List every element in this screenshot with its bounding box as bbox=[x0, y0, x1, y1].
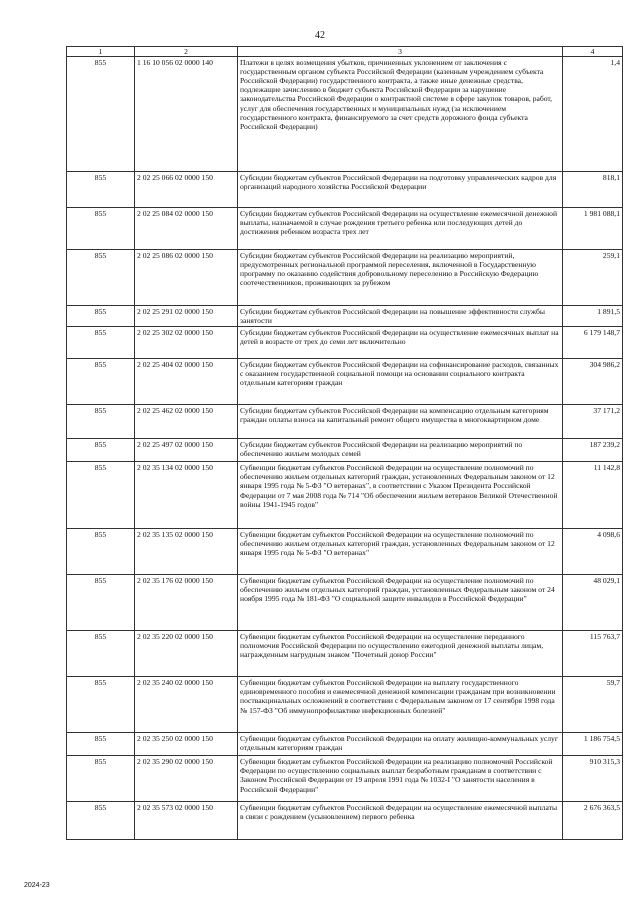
admin-code-cell: 855 bbox=[67, 575, 135, 631]
admin-code-cell: 855 bbox=[67, 733, 135, 756]
amount-cell: 37 171,2 bbox=[563, 405, 623, 439]
amount-cell: 11 142,8 bbox=[563, 462, 623, 529]
document-code: 2024-23 bbox=[24, 882, 50, 889]
income-name-cell: Субвенции бюджетам субъектов Российской Федерации на осуществление переданного полномочия Российской Федерации по осуществлению ежегодной денежной выплаты лицам, награжденным нагрудным знаком "Почетный донор России" bbox=[238, 631, 563, 677]
table-row bbox=[67, 405, 623, 439]
budget-code-cell: 2 02 35 290 02 0000 150 bbox=[135, 756, 238, 802]
admin-code-cell: 855 bbox=[67, 57, 135, 172]
income-name-cell: Субсидии бюджетам субъектов Российской Федерации на реализацию мероприятий, предусмотренных региональной программой переселения, включенной в Государственную программу по оказанию содействия добровольному переселению в Российскую Федерацию соотечественников, проживающих за рубежом bbox=[238, 250, 563, 306]
income-name-cell: Субсидии бюджетам субъектов Российской Федерации на реализацию мероприятий по обеспечению жильем молодых семей bbox=[238, 439, 563, 462]
admin-code-cell: 855 bbox=[67, 208, 135, 250]
amount-cell: 4 098,6 bbox=[563, 529, 623, 575]
admin-code-cell: 855 bbox=[67, 802, 135, 840]
income-name-cell: Субсидии бюджетам субъектов Российской Федерации на осуществление ежемесячной денежной выплаты, назначаемой в случае рождения третьего ребенка или последующих детей до достижения ребенком возраста трех лет bbox=[238, 208, 563, 250]
column-header-2: 2 bbox=[135, 47, 238, 57]
table-header-row bbox=[67, 47, 623, 57]
income-name-cell: Субсидии бюджетам субъектов Российской Федерации на софинансирование расходов, связанных с оказанием государственной социальной помощи на основании социального контракта отдельным категориям граждан bbox=[238, 359, 563, 405]
admin-code-cell: 855 bbox=[67, 327, 135, 359]
amount-cell: 910 315,3 bbox=[563, 756, 623, 802]
table-body bbox=[67, 57, 623, 840]
budget-code-cell: 2 02 25 462 02 0000 150 bbox=[135, 405, 238, 439]
budget-code-cell: 2 02 35 220 02 0000 150 bbox=[135, 631, 238, 677]
budget-code-cell: 1 16 10 056 02 0000 140 bbox=[135, 57, 238, 172]
budget-code-cell: 2 02 25 084 02 0000 150 bbox=[135, 208, 238, 250]
table-row bbox=[67, 439, 623, 462]
budget-code-cell: 2 02 25 086 02 0000 150 bbox=[135, 250, 238, 306]
table-row bbox=[67, 208, 623, 250]
table-row bbox=[67, 172, 623, 208]
budget-code-cell: 2 02 35 250 02 0000 150 bbox=[135, 733, 238, 756]
budget-code-cell: 2 02 25 404 02 0000 150 bbox=[135, 359, 238, 405]
budget-code-cell: 2 02 25 302 02 0000 150 bbox=[135, 327, 238, 359]
amount-cell: 1 891,5 bbox=[563, 306, 623, 327]
table-row bbox=[67, 306, 623, 327]
admin-code-cell: 855 bbox=[67, 250, 135, 306]
budget-code-cell: 2 02 35 240 02 0000 150 bbox=[135, 677, 238, 733]
admin-code-cell: 855 bbox=[67, 756, 135, 802]
admin-code-cell: 855 bbox=[67, 631, 135, 677]
budget-code-cell: 2 02 25 291 02 0000 150 bbox=[135, 306, 238, 327]
admin-code-cell: 855 bbox=[67, 529, 135, 575]
admin-code-cell: 855 bbox=[67, 439, 135, 462]
table-row bbox=[67, 677, 623, 733]
budget-code-cell: 2 02 35 134 02 0000 150 bbox=[135, 462, 238, 529]
amount-cell: 2 676 363,5 bbox=[563, 802, 623, 840]
budget-code-cell: 2 02 35 176 02 0000 150 bbox=[135, 575, 238, 631]
income-name-cell: Субсидии бюджетам субъектов Российской Федерации на осуществление ежемесячных выплат на детей в возрасте от трех до семи лет включительно bbox=[238, 327, 563, 359]
amount-cell: 187 239,2 bbox=[563, 439, 623, 462]
income-name-cell: Субсидии бюджетам субъектов Российской Федерации на компенсацию отдельным категориям граждан оплаты взноса на капитальный ремонт общего имущества в многоквартирном доме bbox=[238, 405, 563, 439]
table-row bbox=[67, 575, 623, 631]
amount-cell: 6 179 148,7 bbox=[563, 327, 623, 359]
admin-code-cell: 855 bbox=[67, 306, 135, 327]
income-name-cell: Субвенции бюджетам субъектов Российской Федерации на осуществление полномочий по обеспечению жильем отдельных категорий граждан, установленных Федеральным законом от 12 января 1995 года № 5-ФЗ "О ветеранах" bbox=[238, 529, 563, 575]
admin-code-cell: 855 bbox=[67, 405, 135, 439]
income-name-cell: Субвенции бюджетам субъектов Российской Федерации на оплату жилищно-коммунальных услуг отдельным категориям граждан bbox=[238, 733, 563, 756]
page-number: 42 bbox=[315, 30, 325, 41]
amount-cell: 818,1 bbox=[563, 172, 623, 208]
budget-code-cell: 2 02 25 066 02 0000 150 bbox=[135, 172, 238, 208]
table-row bbox=[67, 756, 623, 802]
amount-cell: 48 029,1 bbox=[563, 575, 623, 631]
admin-code-cell: 855 bbox=[67, 172, 135, 208]
table-row bbox=[67, 250, 623, 306]
table-row bbox=[67, 462, 623, 529]
income-name-cell: Субвенции бюджетам субъектов Российской Федерации на выплату государственного единовременного пособия и ежемесячной денежной компенсации гражданам при возникновении поствакцинальных осложнений в соответствии с Федеральным законом от 17 сентября 1998 года № 157-ФЗ "Об иммунопрофилактике инфекционных болезней" bbox=[238, 677, 563, 733]
income-name-cell: Субвенции бюджетам субъектов Российской Федерации на осуществление полномочий по обеспечению жильем отдельных категорий граждан, установленных Федеральным законом от 12 января 1995 года № 5-ФЗ "О ветеранах", в соответствии с Указом Президента Российской Федерации от 7 мая 2008 года № 714 "Об обеспечении жильем ветеранов Великой Отечественной войны 1941-1945 годов" bbox=[238, 462, 563, 529]
amount-cell: 115 763,7 bbox=[563, 631, 623, 677]
budget-code-cell: 2 02 25 497 02 0000 150 bbox=[135, 439, 238, 462]
table-row bbox=[67, 359, 623, 405]
income-name-cell: Субсидии бюджетам субъектов Российской Федерации на повышение эффективности службы занятости bbox=[238, 306, 563, 327]
income-name-cell: Платежи в целях возмещения убытков, причиненных уклонением от заключения с государственным органом субъекта Российской Федерации (казенным учреждением субъекта Российской Федерации) государственного контракта, а также иные денежные средства, подлежащие зачислению в бюджет субъекта Российской Федерации за нарушение законодательства Российской Федерации о контрактной системе в сфере закупок товаров, работ, услуг для обеспечения государственных и муниципальных нужд (за исключением государственного контракта, финансируемого за счет средств дорожного фонда субъекта Российской Федерации) bbox=[238, 57, 563, 172]
income-name-cell: Субвенции бюджетам субъектов Российской Федерации на осуществление полномочий по обеспечению жильем отдельных категорий граждан, установленных Федеральным законом от 24 ноября 1995 года № 181-ФЗ "О социальной защите инвалидов в Российской Федерации" bbox=[238, 575, 563, 631]
admin-code-cell: 855 bbox=[67, 359, 135, 405]
table-row bbox=[67, 733, 623, 756]
table-row bbox=[67, 57, 623, 172]
income-name-cell: Субсидии бюджетам субъектов Российской Федерации на подготовку управленческих кадров для организаций народного хозяйства Российской Федерации bbox=[238, 172, 563, 208]
column-header-1: 1 bbox=[67, 47, 135, 57]
admin-code-cell: 855 bbox=[67, 462, 135, 529]
amount-cell: 1 186 754,5 bbox=[563, 733, 623, 756]
amount-cell: 259,1 bbox=[563, 250, 623, 306]
amount-cell: 1,4 bbox=[563, 57, 623, 172]
table-row bbox=[67, 631, 623, 677]
budget-code-cell: 2 02 35 573 02 0000 150 bbox=[135, 802, 238, 840]
amount-cell: 59,7 bbox=[563, 677, 623, 733]
income-name-cell: Субвенции бюджетам субъектов Российской Федерации на реализацию полномочий Российской Федерации по осуществлению социальных выплат безработным гражданам в соответствии с Законом Российской Федерации от 19 апреля 1991 года № 1032-I "О занятости населения в Российской Федерации" bbox=[238, 756, 563, 802]
admin-code-cell: 855 bbox=[67, 677, 135, 733]
column-header-3: 3 bbox=[238, 47, 563, 57]
column-header-4: 4 bbox=[563, 47, 623, 57]
table-row bbox=[67, 802, 623, 840]
table-row bbox=[67, 327, 623, 359]
budget-code-cell: 2 02 35 135 02 0000 150 bbox=[135, 529, 238, 575]
amount-cell: 304 986,2 bbox=[563, 359, 623, 405]
table-row bbox=[67, 529, 623, 575]
income-name-cell: Субвенции бюджетам субъектов Российской Федерации на осуществление ежемесячной выплаты в связи с рождением (усыновлением) первого ребенка bbox=[238, 802, 563, 840]
amount-cell: 1 981 088,1 bbox=[563, 208, 623, 250]
revenue-table bbox=[66, 46, 623, 840]
